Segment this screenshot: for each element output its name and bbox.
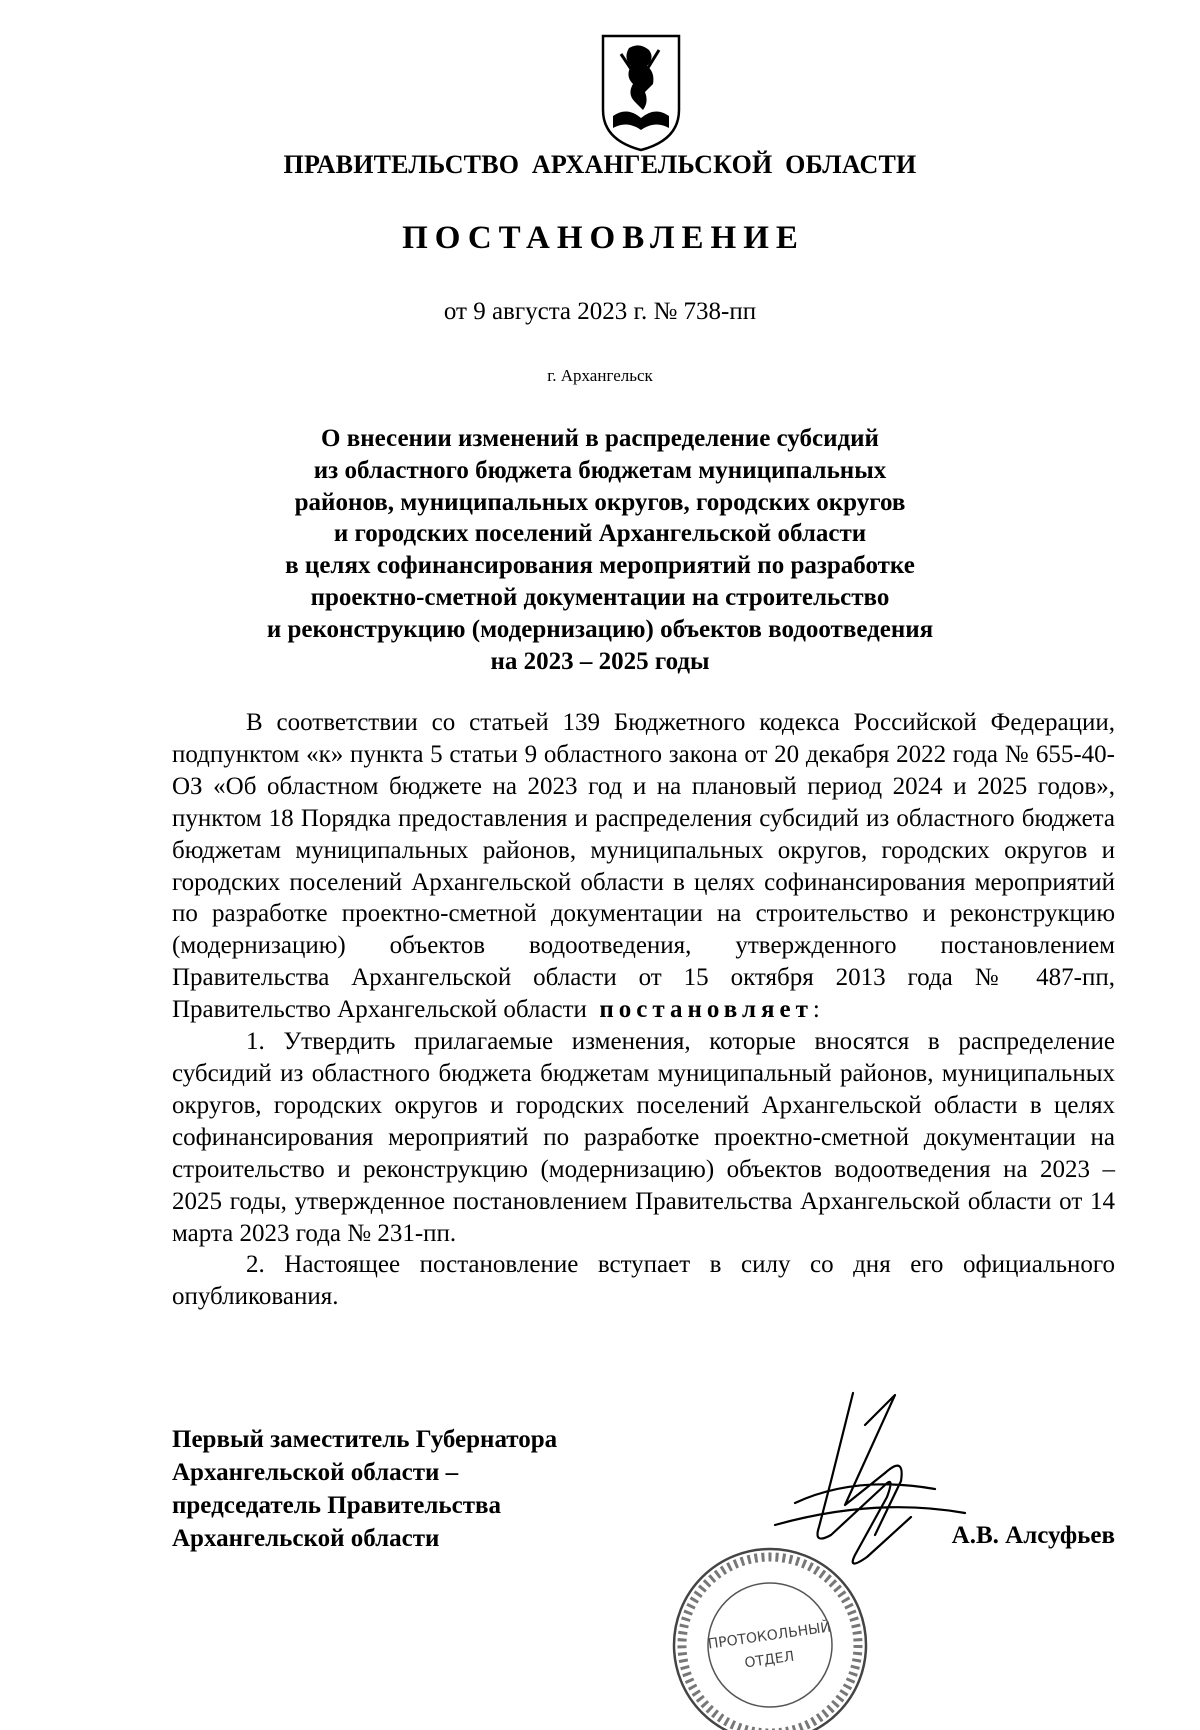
coat-of-arms-emblem bbox=[599, 32, 683, 154]
subject-line: и реконструкцию (модернизацию) объектов водоотведения bbox=[266, 615, 934, 643]
signer-position bbox=[172, 1423, 692, 1555]
preamble-text: В соответствии со статьей 139 Бюджетного кодекса Российской Федерации, подпунктом «к» пункта 5 статьи 9 областного закона от 20 декабря 2022 года № 655-40-ОЗ «Об областном бюджете на 2023 год и на плановый период 2024 и 2025 годов», пунктом 18 Порядка предоставления и распределения субсидий из областного бюджета бюджетам муниципальных районов, муниципальных округов, городских округов и городских поселений Архангельской области в целях софинансирования мероприятий по разработке проектно-сметной документации на строительство и реконструкцию (модернизацию) объектов водоотведения, утвержденного постановлением Правительства Архангельской области от 15 октября 2013 года № 487-пп, Правительство Архангельской области bbox=[172, 709, 1115, 1024]
subject-line: из областного бюджета бюджетам муниципальных bbox=[313, 456, 887, 484]
stamp-text: ПРОТОКОЛЬНЫЙ bbox=[706, 1619, 832, 1653]
signer-position-line: Архангельской области bbox=[172, 1525, 440, 1552]
document-type: ПОСТАНОВЛЕНИЕ bbox=[402, 220, 805, 256]
place: г. Архангельск bbox=[547, 366, 653, 385]
item-2-paragraph: 2. Настоящее постановление вступает в силу со дня его официального опубликования. bbox=[172, 1251, 1115, 1311]
subject-line: проектно-сметной документации на строительство bbox=[310, 583, 890, 611]
signer-name: А.В. Алсуфьев bbox=[951, 1522, 1115, 1549]
organization-title: ПРАВИТЕЛЬСТВО АРХАНГЕЛЬСКОЙ ОБЛАСТИ bbox=[283, 150, 917, 179]
round-stamp bbox=[665, 1540, 875, 1730]
subject-line: в целях софинансирования мероприятий по разработке bbox=[285, 552, 915, 580]
subject-line: и городских поселений Архангельской области bbox=[333, 520, 867, 548]
signer-position-line: председатель Правительства bbox=[172, 1492, 502, 1519]
resolves-word: постановляет bbox=[599, 996, 813, 1024]
subject-line: О внесении изменений в распределение субсидий bbox=[321, 425, 879, 452]
subject-line: районов, муниципальных округов, городских округов bbox=[294, 488, 906, 516]
preamble-paragraph bbox=[172, 707, 1115, 1026]
signer-position-line: Первый заместитель Губернатора bbox=[172, 1426, 558, 1453]
signer-position-line: Архангельской области – bbox=[172, 1459, 459, 1486]
document-body bbox=[172, 707, 1115, 1313]
resolves-colon: : bbox=[812, 996, 820, 1024]
stamp-text: ОТДЕЛ bbox=[743, 1648, 796, 1672]
subject-line: на 2023 – 2025 годы bbox=[490, 647, 710, 675]
date-number: от 9 августа 2023 г. № 738-пп bbox=[443, 298, 757, 325]
document-subject bbox=[160, 423, 1040, 677]
item-1-paragraph: 1. Утвердить прилагаемые изменения, которые вносятся в распределение субсидий из областного бюджета бюджетам муниципальный районов, муниципальных округов, городских округов и городских поселений Архангельской области в целях софинансирования мероприятий по разработке проектно-сметной документации на строительство и реконструкцию (модернизацию) объектов водоотведения на 2023 – 2025 годы, утвержденное постановлением Правительства Архангельской области от 14 марта 2023 года № 231-пп. bbox=[172, 1028, 1115, 1247]
